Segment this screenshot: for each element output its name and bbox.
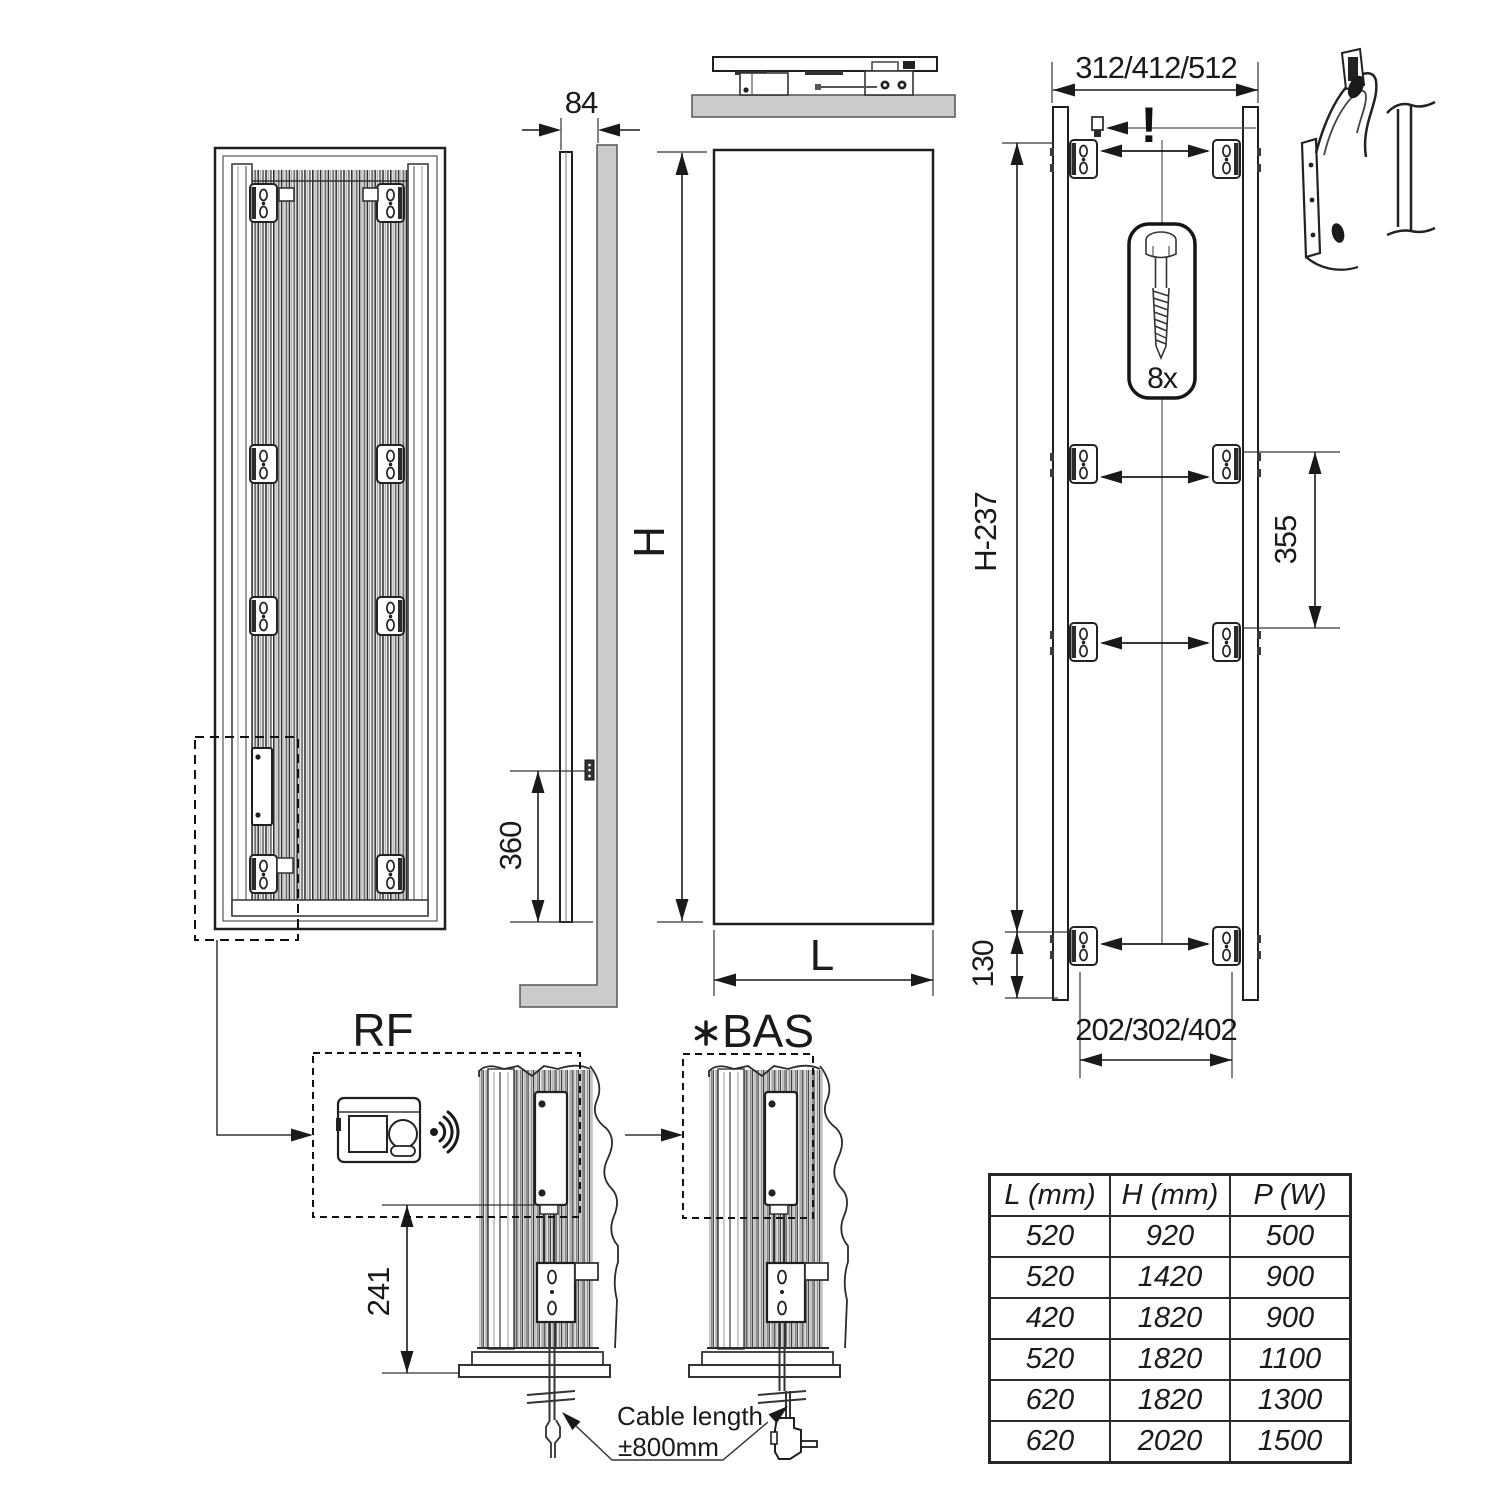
table-cell: 620 <box>990 1380 1111 1421</box>
wall-bracket <box>250 597 277 635</box>
bas-label: BAS <box>722 1005 815 1057</box>
dim-bottom-offset <box>493 771 593 922</box>
dim-length <box>714 930 933 996</box>
wall-bracket <box>377 855 404 893</box>
table-cell: 2020 <box>1110 1421 1230 1463</box>
thermostat-remote <box>336 1098 420 1162</box>
bas-detail <box>625 1005 867 1459</box>
wall-bracket <box>377 445 404 483</box>
front-view <box>625 150 933 996</box>
wall-top-profile <box>692 95 955 117</box>
radiator-section-rf <box>459 1058 637 1391</box>
wall-bracket <box>1070 140 1097 178</box>
wall-bracket <box>1070 623 1097 661</box>
wall-bracket <box>1213 445 1240 483</box>
table-cell: 920 <box>1110 1216 1230 1257</box>
dim-bracket-span-label: 355 <box>1268 515 1303 565</box>
table-row <box>990 1339 1351 1380</box>
dim-rail-width-label: 312/412/512 <box>1075 50 1237 85</box>
size-table <box>988 1173 1352 1464</box>
dim-hole-span-label: 202/302/402 <box>1075 1012 1237 1047</box>
top-view <box>692 57 955 117</box>
rf-detail <box>313 1004 637 1458</box>
power-plug-icon <box>771 1418 817 1459</box>
dim-bottom-margin-label: 130 <box>967 940 1000 988</box>
thermostat-dial <box>389 1120 417 1148</box>
table-cell: 900 <box>1230 1257 1351 1298</box>
rear-view <box>195 148 445 1142</box>
thermostat-display <box>349 1116 387 1152</box>
wall-bracket <box>1070 445 1097 483</box>
wall-bracket <box>1213 623 1240 661</box>
wall-bracket <box>377 597 404 635</box>
wall-bracket <box>250 184 277 222</box>
hook-tab <box>1092 117 1103 130</box>
table-cell: 1820 <box>1110 1339 1230 1380</box>
table-cell: 1300 <box>1230 1380 1351 1421</box>
cable-length-note <box>562 1401 788 1462</box>
table-cell: 1500 <box>1230 1421 1351 1463</box>
table-cell: 520 <box>990 1257 1111 1298</box>
table-cell: 1100 <box>1230 1339 1351 1380</box>
table-cell: 1820 <box>1110 1380 1230 1421</box>
wall-bracket <box>377 184 404 222</box>
radiator-tubes <box>252 170 408 903</box>
dim-length-label: L <box>809 931 835 980</box>
wall-bracket <box>250 855 277 893</box>
dim-module-offset-label: 241 <box>361 1267 396 1317</box>
wall-bracket <box>1070 927 1097 965</box>
table-cell: 420 <box>990 1298 1111 1339</box>
dim-hole-span <box>1075 972 1236 1078</box>
table-header-row <box>990 1175 1351 1217</box>
dim-depth-label: 84 <box>564 85 598 120</box>
bare-wire-fork-icon <box>546 1420 560 1458</box>
wireless-signal-icon <box>430 1112 458 1152</box>
control-module <box>252 748 272 825</box>
dim-height <box>625 152 707 922</box>
dim-height-label: H <box>625 526 674 558</box>
bracket-3d-detail <box>1302 49 1435 270</box>
side-view <box>493 85 640 1007</box>
table-header-length: L (mm) <box>990 1175 1111 1217</box>
warning-mark: ! <box>1140 97 1158 153</box>
table-cell: 1820 <box>1110 1298 1230 1339</box>
dim-height-minus-label: H-237 <box>968 492 1003 572</box>
table-cell: 500 <box>1230 1216 1351 1257</box>
dim-rail-width <box>1052 50 1258 103</box>
table-cell: 620 <box>990 1421 1111 1463</box>
screw-callout <box>1129 224 1195 398</box>
wall-bracket <box>1213 140 1240 178</box>
dim-bottom-offset-label: 360 <box>493 821 528 871</box>
dim-bottom-margin <box>967 932 1058 998</box>
cable-length-value: ±800mm <box>618 1432 719 1462</box>
table-row <box>990 1216 1351 1257</box>
mounting-view <box>967 49 1435 1078</box>
table-row <box>990 1257 1351 1298</box>
table-row <box>990 1298 1351 1339</box>
bas-star-icon <box>697 1022 716 1044</box>
mounting-rail-left <box>1053 107 1068 1000</box>
table-cell: 520 <box>990 1216 1111 1257</box>
table-cell: 900 <box>1230 1298 1351 1339</box>
table-row <box>990 1380 1351 1421</box>
table-header-power: P (W) <box>1230 1175 1351 1217</box>
radiator-section-bas <box>689 1058 867 1391</box>
table-cell: 1420 <box>1110 1257 1230 1298</box>
screw-count-label: 8x <box>1147 362 1177 395</box>
radiator-front-outline <box>714 150 933 924</box>
wall-bracket <box>1213 927 1240 965</box>
table-header-height: H (mm) <box>1110 1175 1230 1217</box>
dim-depth <box>522 85 640 150</box>
table-cell: 520 <box>990 1339 1111 1380</box>
mounting-rail-right <box>1243 107 1258 1000</box>
table-row <box>990 1421 1351 1463</box>
cable-length-text: Cable length <box>617 1401 763 1431</box>
rf-label: RF <box>352 1004 414 1056</box>
wall-bracket <box>250 445 277 483</box>
